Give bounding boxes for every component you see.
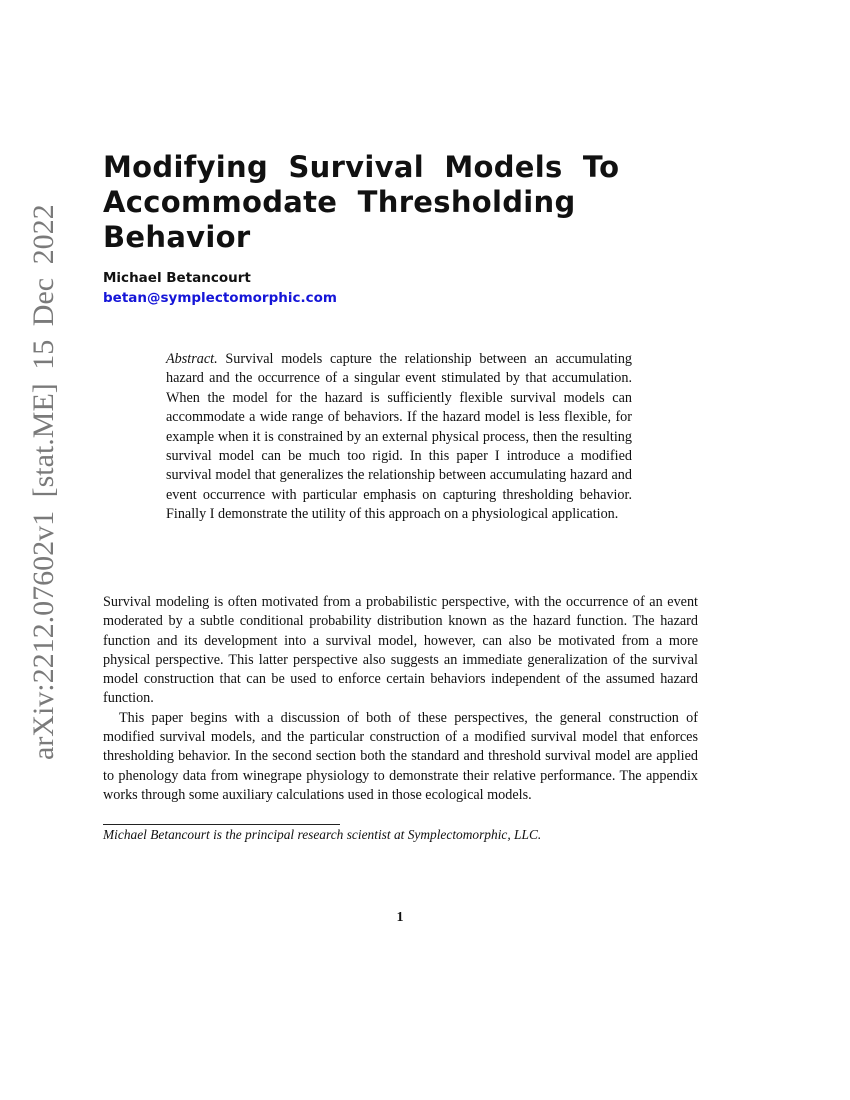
footnote-rule [103, 824, 340, 825]
author-name: Michael Betancourt [103, 270, 251, 286]
abstract-label: Abstract. [166, 351, 218, 367]
abstract [166, 350, 632, 525]
footnote: Michael Betancourt is the principal research scientist at Symplectomorphic, LLC. [103, 827, 542, 842]
abstract-text: Survival models capture the relationship between an accumulating hazard and the occurrence of a singular event stimulated by that accumulation. When the model for the hazard is sufficiently flexible survival models can accommodate a wide range of behaviors. If the hazard model is less flexible, for example when it is constrained by an external physical process, then the resulting survival model can be much too rigid. In this paper I introduce a modified survival model that generalizes the relationship between accumulating hazard and event occurrence with particular emphasis on capturing thresholding behavior. Finally I demonstrate the utility of this approach on a physiological application. [166, 351, 633, 523]
paper-title: Modifying Survival Models To Accommodate Thresholding Behavior [103, 150, 620, 254]
author-email-link[interactable]: betan@symplectomorphic.com [103, 290, 337, 306]
page-number: 1 [396, 910, 404, 925]
introduction-section [103, 593, 698, 805]
arxiv-identifier-stamp: arXiv:2212.07602v1 [stat.ME] 15 Dec 2022 [27, 204, 60, 760]
body-paragraph-1: Survival modeling is often motivated from a probabilistic perspective, with the occurrence of an event moderated by a subtle conditional probability distribution known as the hazard function. The hazard function and its development into a survival model, however, can also be motivated from a more physical perspective. This latter perspective also suggests an immediate generalization of the survival model construction that can be used to enforce certain behaviors independent of the assumed hazard function. [103, 594, 698, 707]
body-paragraph-2: This paper begins with a discussion of both of these perspectives, the general construction of modified survival models, and the particular construction of a modified survival model that enforces thresholding behavior. In the second section both the standard and threshold survival model are applied to phenology data from winegrape physiology to demonstrate their relative performance. The appendix works through some auxiliary calculations used in those ecological models. [103, 709, 698, 803]
